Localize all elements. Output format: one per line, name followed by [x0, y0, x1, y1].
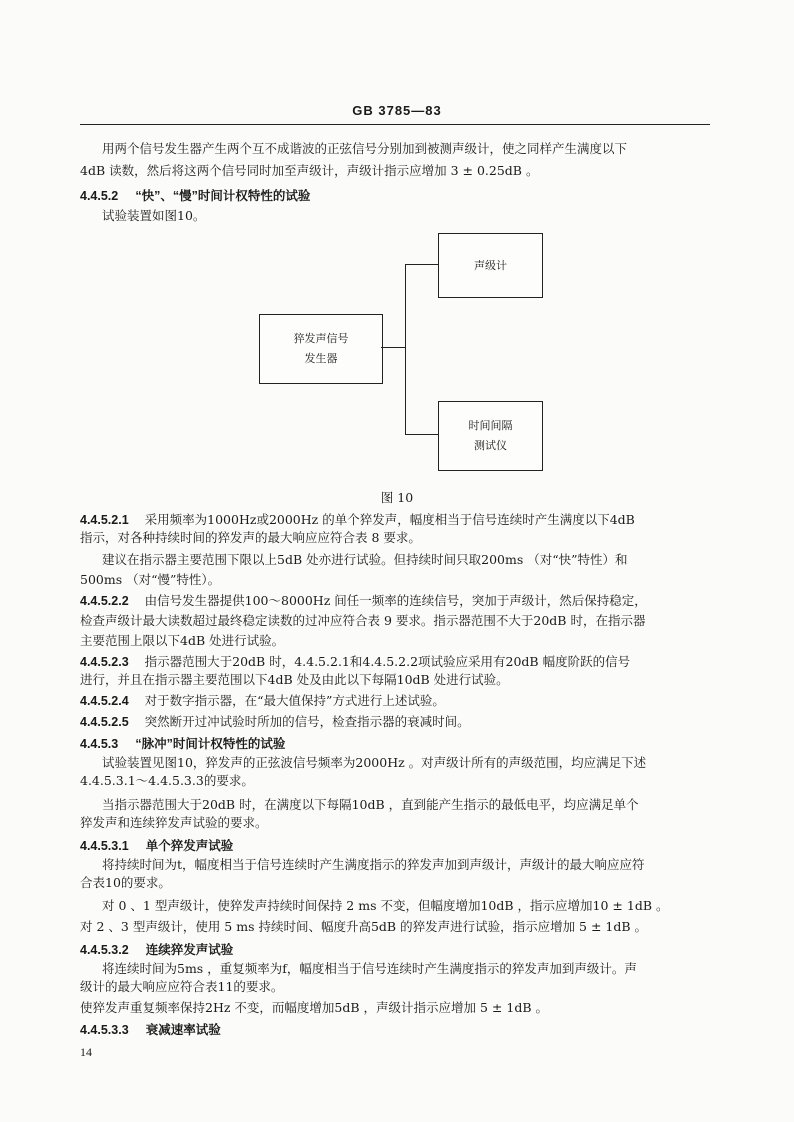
section-44521-line-2: 指示，对各种持续时间的猝发声的最大响应应符合表 8 要求。 [80, 530, 421, 545]
range-line-2: 猝发声和连续猝发声试验的要求。 [80, 815, 268, 830]
section-4452-heading [80, 185, 310, 204]
section-text: 采用频率为1000Hz或2000Hz 的单个猝发声，幅度相当于信号连续时产生满度以下4dB [144, 512, 635, 527]
section-44531-heading [80, 835, 233, 854]
repeat-line: 使猝发声重复频率保持2Hz 不变，而幅度增加5dB ，声级计指示应增加 5 ± 1dB 。 [80, 1000, 548, 1015]
cont-line-1: 将连续时间为5ms ，重复频率为f，幅度相当于信号连续时产生满度指示的猝发声加到声级计。声 [102, 961, 637, 976]
page-header: GB 3785—83 [352, 103, 442, 118]
time-interval-label-2: 测试仪 [474, 439, 507, 452]
suggest-line-2: 500ms （对“慢”特性）。 [80, 572, 221, 587]
section-number: 4.4.5.2.5 [80, 715, 129, 729]
range-line-1: 当指示器范围大于20dB 时，在满度以下每隔10dB ，直到能产生指示的最低电平，均应满足单个 [102, 797, 639, 812]
sound-level-meter-box [438, 233, 543, 298]
burst-generator-box [259, 314, 383, 384]
connector-to-timer [405, 434, 438, 435]
section-number: 4.4.5.2.3 [80, 655, 129, 669]
section-44525 [80, 713, 470, 731]
connector-out [381, 347, 406, 348]
section-44522-line-2: 检查声级计最大读数超过最终稳定读数的过冲应符合表 9 要求。指示器范围不大于20dB 时，在指示器 [80, 613, 646, 628]
section-number: 4.4.5.3.3 [80, 1023, 129, 1037]
connector-to-meter [405, 264, 438, 265]
burst-generator-label-2: 发生器 [304, 352, 338, 365]
section-number: 4.4.5.2.1 [80, 513, 129, 527]
section-44532-heading [80, 939, 233, 958]
burst-generator-label-1: 猝发声信号 [293, 332, 349, 345]
intro-line-2: 4dB 读数，然后将这两个信号同时加至声级计，声级计指示应增加 3 ± 0.25dB 。 [80, 163, 539, 178]
section-text: 突然断开过冲试验时所加的信号，检查指示器的衰减时间。 [144, 714, 470, 729]
section-text: 指示器范围大于20dB 时，4.4.5.2.1和4.4.5.2.2项试验应采用有20dB 幅度阶跃的信号 [144, 654, 631, 669]
section-number: 4.4.5.3.2 [80, 943, 129, 957]
page-number: 14 [80, 1045, 92, 1059]
time-interval-label-1: 时间间隔 [468, 419, 513, 432]
section-44521 [80, 511, 635, 529]
section-4453-heading [80, 733, 285, 752]
section-title: 单个猝发声试验 [145, 839, 234, 853]
connector-vertical [405, 264, 406, 435]
section-44522-line-3: 主要范围上限以下4dB 处进行试验。 [80, 633, 285, 648]
intro-line-1: 用两个信号发生器产生两个互不成谐波的正弦信号分别加到被测声级计，使之同样产生满度以下 [102, 141, 628, 156]
section-44523-line-2: 进行，并且在指示器主要范围以下4dB 处及由此以下每隔10dB 处进行试验。 [80, 672, 509, 687]
section-text: 对于数字指示器，在“最大值保持”方式进行上述试验。 [144, 693, 445, 708]
section-title: “快”、“慢”时间计权特性的试验 [135, 189, 311, 203]
section-title: “脉冲”时间计权特性的试验 [135, 737, 286, 751]
section-44533-heading [80, 1019, 221, 1038]
section-number: 4.4.5.3.1 [80, 839, 129, 853]
time-interval-meter-box [438, 401, 543, 471]
section-44522 [80, 592, 647, 610]
single-line-2: 合表10的要求。 [80, 875, 171, 890]
section-title: 连续猝发声试验 [145, 943, 234, 957]
type01-line: 对 0 、1 型声级计，使猝发声持续时间保持 2 ms 不变，但幅度增加10dB ，指示应增加10 ± 1dB 。 [102, 898, 669, 913]
section-44523 [80, 653, 630, 671]
section-number: 4.4.5.3 [80, 737, 119, 751]
section-44524 [80, 692, 445, 710]
cont-line-2: 级计的最大响应应符合表11的要求。 [80, 979, 284, 994]
section-number: 4.4.5.2 [80, 189, 119, 203]
sound-level-meter-label: 声级计 [474, 258, 507, 272]
header-rule [80, 124, 710, 125]
suggest-line-1: 建议在指示器主要范围下限以上5dB 处亦进行试验。但持续时间只取200ms （对“快”特性）和 [102, 552, 628, 567]
section-title: 衰减速率试验 [145, 1023, 221, 1037]
pulse-line-2: 4.4.5.3.1～4.4.5.3.3的要求。 [80, 773, 254, 788]
section-number: 4.4.5.2.2 [80, 594, 129, 608]
type23-line: 对 2 、3 型声级计，使用 5 ms 持续时间、幅度升高5dB 的猝发声进行试验，指示应增加 5 ± 1dB 。 [80, 919, 648, 934]
section-number: 4.4.5.2.4 [80, 694, 129, 708]
pulse-line-1: 试验装置见图10，猝发声的正弦波信号频率为2000Hz 。对声级计所有的声级范围，均应满足下述 [102, 755, 647, 770]
section-text: 由信号发生器提供100～8000Hz 间任一频率的连续信号，突加于声级计，然后保持稳定， [144, 593, 647, 608]
single-line-1: 将持续时间为t，幅度相当于信号连续时产生满度指示的猝发声加到声级计，声级计的最大响应应符 [102, 857, 645, 872]
setup-text: 试验装置如图10。 [102, 208, 206, 223]
figure-caption: 图 10 [380, 490, 414, 505]
